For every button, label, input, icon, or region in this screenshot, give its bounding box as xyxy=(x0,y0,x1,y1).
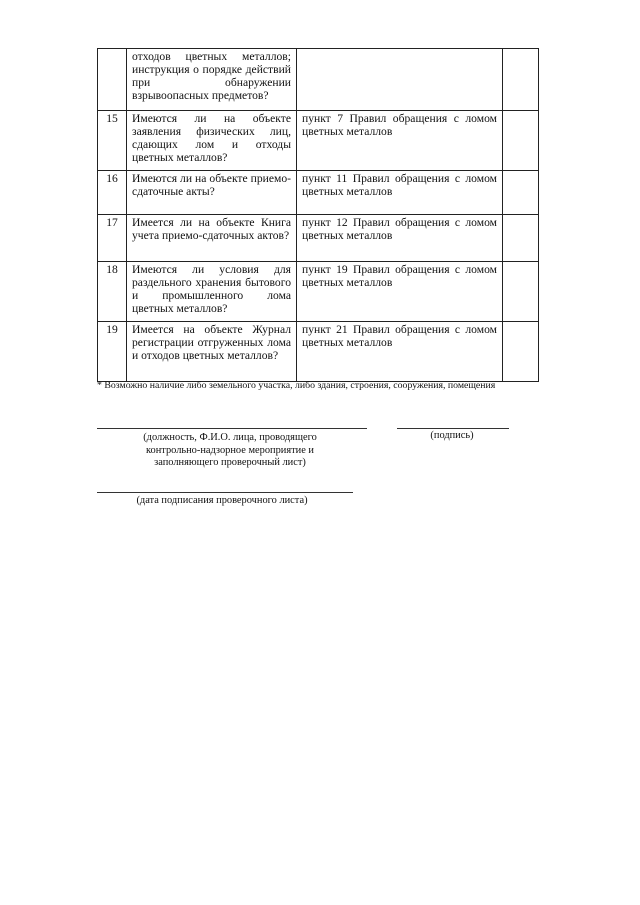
row-number: 18 xyxy=(98,262,127,322)
signature-line xyxy=(397,428,509,429)
row-number: 19 xyxy=(98,322,127,382)
checklist-table xyxy=(97,48,539,382)
row-number: 15 xyxy=(98,111,127,171)
row-number: 16 xyxy=(98,171,127,215)
table-row xyxy=(98,49,539,111)
official-caption xyxy=(112,432,348,470)
row-legal-reference: пункт 19 Правил обращения с ломом цветных металлов xyxy=(297,262,503,322)
date-line xyxy=(97,492,353,493)
row-legal-reference xyxy=(297,49,503,111)
official-caption-line: заполняющего проверочный лист) xyxy=(154,457,306,468)
official-caption-line: контрольно-надзорное мероприятие и xyxy=(146,444,314,456)
table-row xyxy=(98,111,539,171)
row-number: 17 xyxy=(98,215,127,262)
row-legal-reference: пункт 21 Правил обращения с ломом цветных металлов xyxy=(297,322,503,382)
table-row xyxy=(98,262,539,322)
official-signature-line xyxy=(97,428,367,429)
row-question: отходов цветных металлов; инструкция о порядке действий при обнаружении взрывоопасных предметов? xyxy=(127,49,297,111)
row-answer-cell xyxy=(503,111,539,171)
row-question: Имеется на объекте Журнал регистрации отгруженных лома и отходов цветных металлов? xyxy=(127,322,297,382)
table-row xyxy=(98,215,539,262)
footnote: * Возможно наличие либо земельного участка, либо здания, строения, сооружения, помещения xyxy=(97,380,496,391)
row-question: Имеются ли на объекте заявления физических лиц, сдающих лом и отходы цветных металлов? xyxy=(127,111,297,171)
row-question: Имеются ли условия для раздельного хранения бытового и промышленного лома цветных металлов? xyxy=(127,262,297,322)
row-question: Имеются ли на объекте приемо-сдаточные акты? xyxy=(127,171,297,215)
signature-caption: (подпись) xyxy=(430,430,474,441)
row-question: Имеется ли на объекте Книга учета приемо-сдаточных актов? xyxy=(127,215,297,262)
row-legal-reference: пункт 12 Правил обращения с ломом цветных металлов xyxy=(297,215,503,262)
official-caption-line: (должность, Ф.И.О. лица, проводящего xyxy=(143,432,317,443)
row-answer-cell xyxy=(503,322,539,382)
row-number xyxy=(98,49,127,111)
row-legal-reference: пункт 11 Правил обращения с ломом цветных металлов xyxy=(297,171,503,215)
row-legal-reference: пункт 7 Правил обращения с ломом цветных металлов xyxy=(297,111,503,171)
row-answer-cell xyxy=(503,171,539,215)
table-row xyxy=(98,322,539,382)
row-answer-cell xyxy=(503,215,539,262)
table-row xyxy=(98,171,539,215)
date-caption: (дата подписания проверочного листа) xyxy=(136,495,308,506)
row-answer-cell xyxy=(503,262,539,322)
row-answer-cell xyxy=(503,49,539,111)
